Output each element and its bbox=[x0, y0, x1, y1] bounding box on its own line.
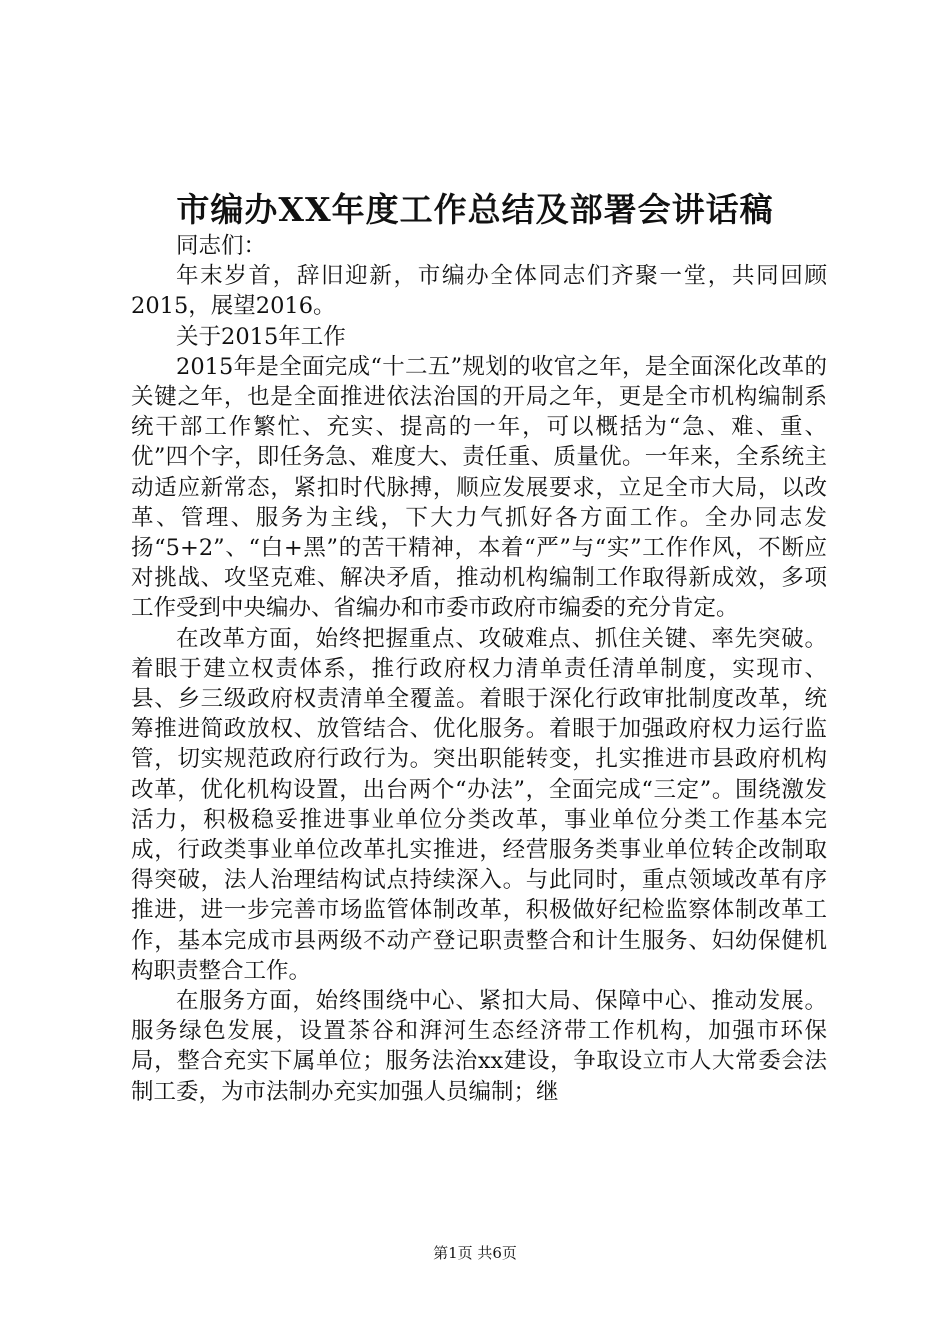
paragraph-opening: 年末岁首，辞旧迎新，市编办全体同志们齐聚一堂，共同回顾2015，展望2016。 bbox=[131, 263, 827, 320]
section-heading: 关于2015年工作 bbox=[176, 323, 346, 350]
document-body bbox=[131, 231, 827, 1107]
paragraph-reform: 在改革方面，始终把握重点、攻破难点、抓住关键、率先突破。着眼于建立权责体系，推行政府权力清单责任清单制度，实现市、县、乡三级政府权责清单全覆盖。着眼于深化行政审批制度改革，统筹推进简政放权、放管结合、优化服务。着眼于加强政府权力运行监管，切实规范政府行政行为。突出职能转变，扎实推进市县政府机构改革，优化机构设置，出台两个“办法”，全面完成“三定”。围绕激发活力，积极稳妥推进事业单位分类改革，事业单位分类工作基本完成，行政类事业单位改革扎实推进，经营服务类事业单位转企改制取得突破，法人治理结构试点持续深入。与此同时，重点领域改革有序推进，进一步完善市场监管体制改革，积极做好纪检监察体制改革工作，基本完成市县两级不动产登记职责整合和计生服务、妇幼保健机构职责整合工作。 bbox=[131, 625, 827, 984]
document-title: 市编办XX年度工作总结及部署会讲话稿 bbox=[176, 190, 774, 229]
paragraph-overview: 2015年是全面完成“十二五”规划的收官之年，是全面深化改革的关键之年，也是全面推进依法治国的开局之年，更是全市机构编制系统干部工作繁忙、充实、提高的一年，可以概括为“急、难、重、优”四个字，即任务急、难度大、责任重、质量优。一年来，全系统主动适应新常态，紧扣时代脉搏，顺应发展要求，立足全市大局，以改革、管理、服务为主线，下大力气抓好各方面工作。全办同志发扬“5+2”、“白+黑”的苦干精神，本着“严”与“实”工作作风，不断应对挑战、攻坚克难、解决矛盾，推动机构编制工作取得新成效，多项工作受到中央编办、省编办和市委市政府市编委的充分肯定。 bbox=[131, 353, 827, 622]
salutation: 同志们： bbox=[176, 233, 267, 259]
paragraph-service: 在服务方面，始终围绕中心、紧扣大局、保障中心、推动发展。服务绿色发展，设置茶谷和湃河生态经济带工作机构，加强市环保局，整合充实下属单位；服务法治xx建设，争取设立市人大常委会法制工委，为市法制办充实加强人员编制；继 bbox=[131, 988, 827, 1105]
page-footer: 第1页 共6页 bbox=[433, 1244, 517, 1262]
